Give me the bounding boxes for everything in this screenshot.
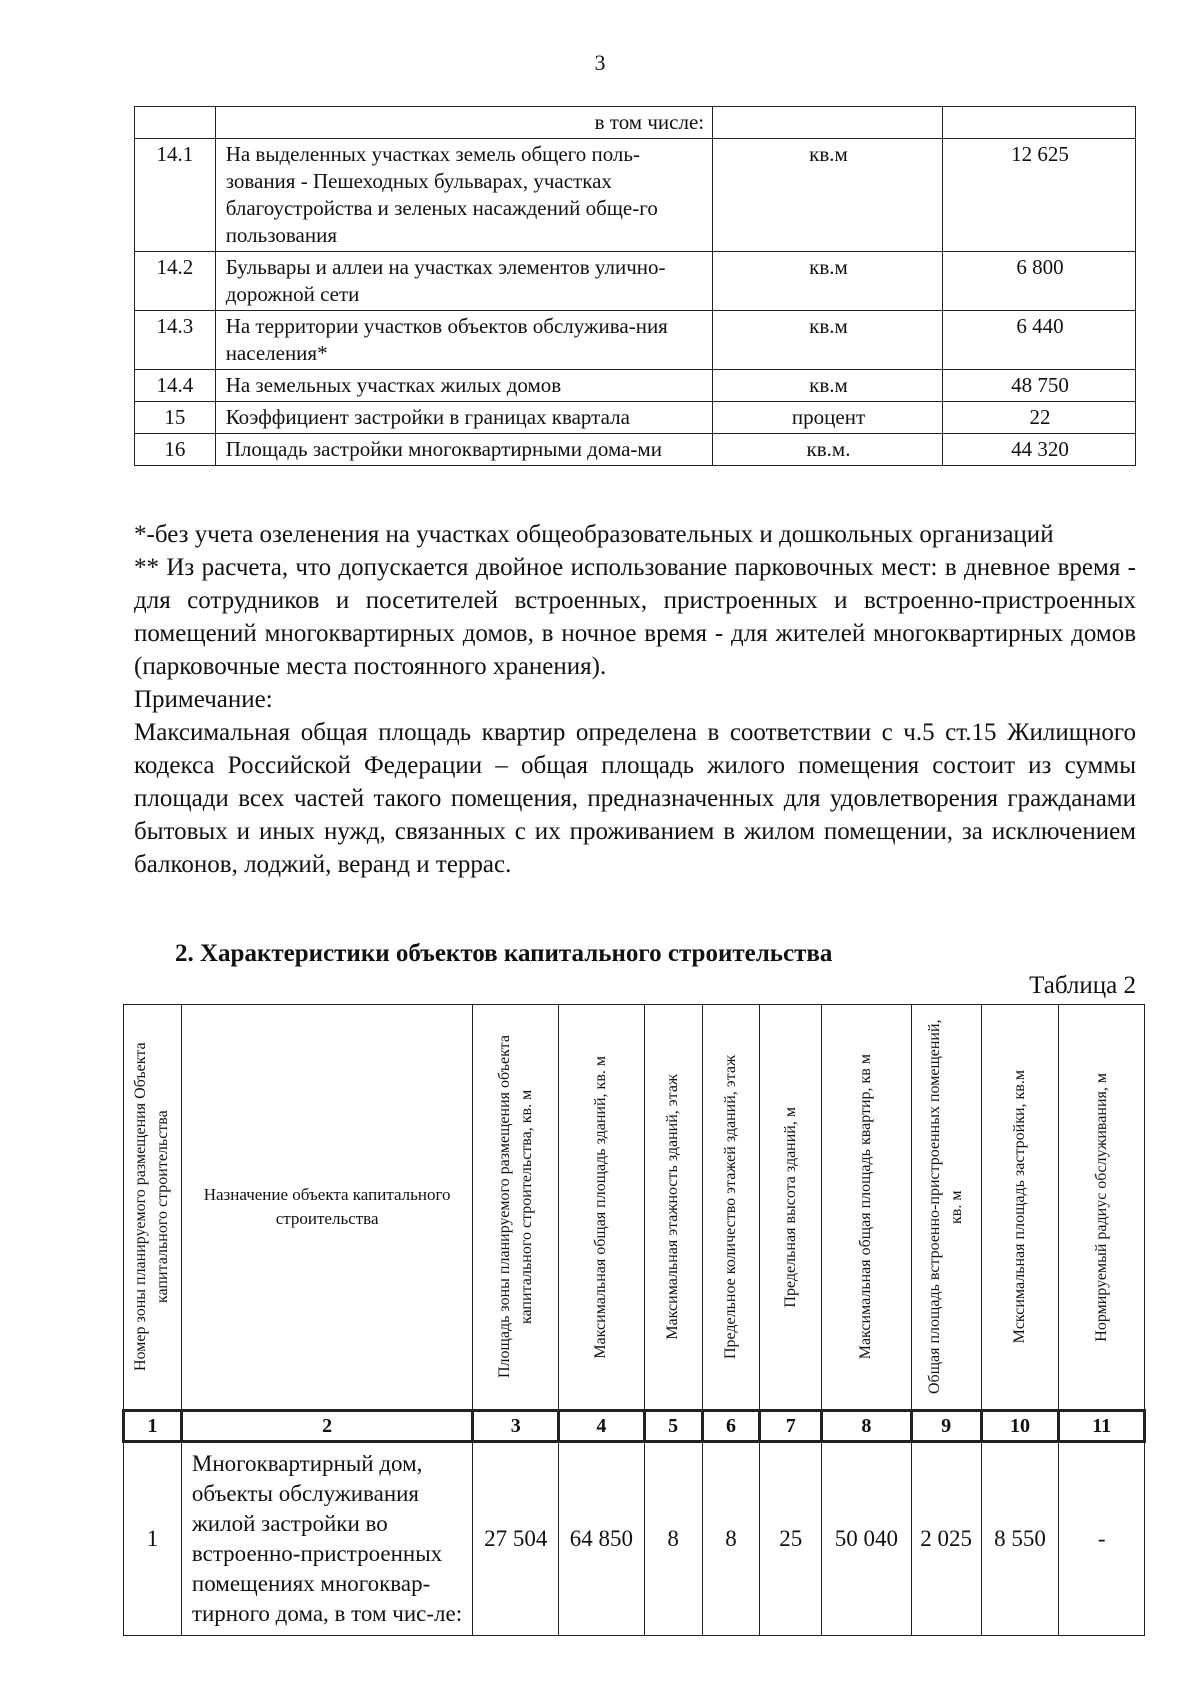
footnote-1: *-без учета озеленения на участках общеобразовательных и дошкольных организаций <box>134 521 1054 548</box>
column-header: Максимальная этажность зданий, этаж <box>644 1005 702 1411</box>
column-header: Максимальная общая площадь квартир, кв м <box>822 1005 912 1411</box>
zone-number: 1 <box>124 1442 182 1636</box>
column-index: 8 <box>822 1411 912 1442</box>
column-index: 10 <box>981 1411 1059 1442</box>
row-unit: кв.м <box>713 370 943 402</box>
row-unit: процент <box>713 402 943 434</box>
notes-block <box>134 518 1136 881</box>
row-number: 14.3 <box>135 311 216 370</box>
row-number: 14.1 <box>135 139 216 252</box>
column-header: Максимальная общая площадь зданий, кв. м <box>559 1005 645 1411</box>
object-purpose: Многоквартирный дом, объекты обслуживания жилой застройки во встроенно-пристроенных помещениях многоквар-тирного дома, в том чис-ле: <box>181 1442 472 1636</box>
max-floors: 8 <box>644 1442 702 1636</box>
table-row <box>124 1442 1145 1636</box>
table-row <box>135 370 1136 402</box>
column-index: 4 <box>559 1411 645 1442</box>
row-value: 12 625 <box>942 139 1135 252</box>
table-label: Таблица 2 <box>1029 972 1136 999</box>
column-index-row <box>124 1411 1145 1442</box>
table-row <box>135 139 1136 252</box>
row-description: На земельных участках жилых домов <box>215 370 712 402</box>
floor-limit: 8 <box>702 1442 760 1636</box>
row-value: 48 750 <box>942 370 1135 402</box>
row-description: Коэффициент застройки в границах квартала <box>215 402 712 434</box>
column-header: Мсксимальная площадь застройки, кв.м <box>981 1005 1059 1411</box>
row-number: 15 <box>135 402 216 434</box>
apartments-area: 50 040 <box>822 1442 912 1636</box>
column-index: 7 <box>760 1411 822 1442</box>
column-header: Площадь зоны планируемого размещения объекта капитального строительства, кв. м <box>473 1005 559 1411</box>
page-number: 3 <box>594 50 606 75</box>
column-index: 3 <box>473 1411 559 1442</box>
column-header: Назначение объекта капитального строительства <box>181 1005 472 1411</box>
row-unit: кв.м <box>713 252 943 311</box>
column-header: Предельное количество этажей зданий, этаж <box>702 1005 760 1411</box>
row-value: 6 440 <box>942 311 1135 370</box>
header-row <box>124 1005 1145 1411</box>
row-description: На территории участков объектов обслужива-ния населения* <box>215 311 712 370</box>
row-number: 14.2 <box>135 252 216 311</box>
characteristics-table <box>122 1004 1146 1636</box>
column-header: Предельная высота зданий, м <box>760 1005 822 1411</box>
table-subheader-row <box>135 107 1136 139</box>
row-number: 14.4 <box>135 370 216 402</box>
column-index: 1 <box>124 1411 182 1442</box>
column-header: Номер зоны планируемого размещения Объекта капитального строительства <box>124 1005 182 1411</box>
row-unit: кв.м <box>713 311 943 370</box>
indicators-table <box>134 106 1136 466</box>
column-index: 9 <box>911 1411 981 1442</box>
row-description: Бульвары и аллеи на участках элементов улично-дорожной сети <box>215 252 712 311</box>
row-unit: кв.м. <box>713 434 943 466</box>
height-limit: 25 <box>760 1442 822 1636</box>
note-label: Примечание: <box>134 686 273 713</box>
column-index: 5 <box>644 1411 702 1442</box>
row-description: На выделенных участках земель общего поль-зования - Пешеходных бульварах, участках благоустройства и зеленых насаждений обще-го пользования <box>215 139 712 252</box>
service-radius: - <box>1059 1442 1145 1636</box>
table-row <box>135 402 1136 434</box>
builtin-area: 2 025 <box>911 1442 981 1636</box>
section-title: 2. Характеристики объектов капитального строительства <box>175 940 833 967</box>
max-footprint: 8 550 <box>981 1442 1059 1636</box>
table-row <box>135 434 1136 466</box>
row-unit: кв.м <box>713 139 943 252</box>
subheader-cell: в том числе: <box>215 107 712 139</box>
row-value: 22 <box>942 402 1135 434</box>
zone-area: 27 504 <box>473 1442 559 1636</box>
max-total-area: 64 850 <box>559 1442 645 1636</box>
table-row <box>135 252 1136 311</box>
note-text: Максимальная общая площадь квартир определена в соответствии с ч.5 ст.15 Жилищного кодекса Российской Федерации – общая площадь жилого помещения состоит из суммы площади всех частей такого помещения, предназначенных для удовлетворения гражданами бытовых и иных нужд, связанных с их проживанием в жилом помещении, за исключением балконов, лоджий, веранд и террас. <box>134 719 1136 878</box>
row-description: Площадь застройки многоквартирными дома-ми <box>215 434 712 466</box>
column-header: Нормируемый радиус обслуживания, м <box>1059 1005 1145 1411</box>
row-number: 16 <box>135 434 216 466</box>
row-value: 6 800 <box>942 252 1135 311</box>
column-index: 6 <box>702 1411 760 1442</box>
column-index: 11 <box>1059 1411 1145 1442</box>
footnote-2: ** Из расчета, что допускается двойное использование парковочных мест: в дневное время - для сотрудников и посетителей встроенных, пристроенных и встроенно-пристроенных помещений многоквартирных домов, в ночное время - для жителей многоквартирных домов (парковочные места постоянного хранения). <box>134 554 1136 680</box>
column-index: 2 <box>181 1411 472 1442</box>
column-header: Общая площадь встроенно-пристроенных помещений, кв. м <box>911 1005 981 1411</box>
row-value: 44 320 <box>942 434 1135 466</box>
table-row <box>135 311 1136 370</box>
